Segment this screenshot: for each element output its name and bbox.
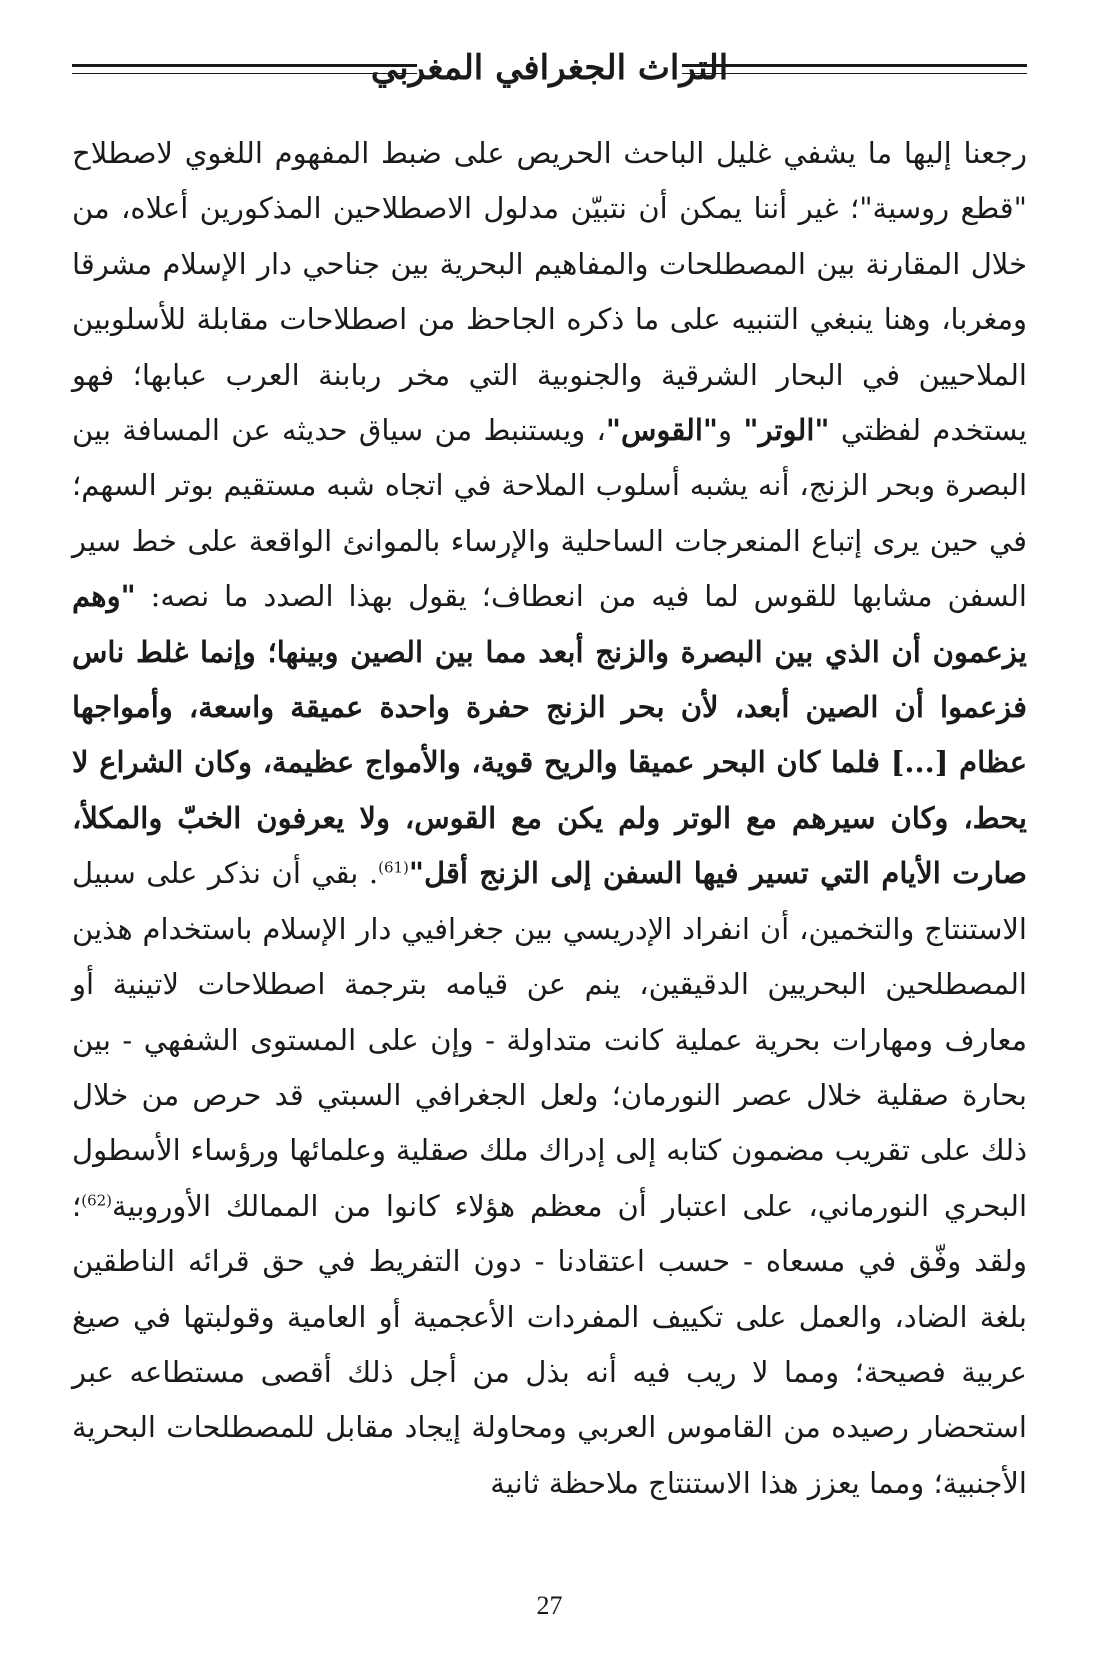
text-segment: ؛ ولقد وفّق في مسعاه - حسب اعتقادنا - دون التفريط في حق قرائه الناطقين بلغة الضاد، والعمل على تكييف المفردات الأعجمية أو العامية وقولبتها في صيغ عربية فصيحة؛ ومما لا ريب فيه أنه بذل من أجل ذلك أقصى مستطاعه عبر استحضار رصيده من القاموس العربي ومحاولة إيجاد مقابل للمصطلحات البحرية الأجنبية؛ ومما يعزز هذا الاستنتاج ملاحظة ثانية — [72, 1188, 1027, 1500]
footnote-ref-61[interactable]: (61) — [378, 858, 409, 877]
text-segment: رجعنا إليها ما يشفي غليل الباحث الحريص على ضبط المفهوم اللغوي لاصطلاح "قطع روسية"؛ غير أننا يمكن أن نتبيّن مدلول الاصطلاحين المذكورين أعلاه، من خلال المقارنة بين المصطلحات والمفاهيم البحرية بين جناحي دار الإسلام مشرقا ومغربا، وهنا ينبغي التنبيه على ما ذكره الجاحظ من اصطلاحات مقابلة للأسلوبين الملاحيين في البحار الشرقية والجنوبية التي مخر ربابنة العرب عبابها؛ فهو يستخدم لفظتي — [72, 136, 1027, 448]
term-watar: "الوتر" — [743, 413, 830, 448]
text-segment: و — [718, 413, 744, 448]
header-rule-right — [682, 64, 1027, 74]
body-paragraph — [72, 126, 1027, 1511]
running-header — [72, 38, 1027, 98]
text-segment: ، ويستنبط من سياق حديثه عن المسافة بين البصرة وبحر الزنج، أنه يشبه أسلوب الملاحة في اتجاه شبه مستقيم بوتر السهم؛ في حين يرى إتباع المنعرجات الساحلية والإرساء بالموانئ الواقعة على خط سير السفن مشابها للقوس لما فيه من انعطاف؛ يقول بهذا الصدد ما نصه: — [72, 413, 1027, 614]
header-title: التراث الجغرافي المغربي — [370, 48, 729, 88]
footnote-ref-62[interactable]: (62) — [81, 1191, 113, 1210]
text-segment: . بقي أن نذكر على سبيل الاستنتاج والتخمين، أن انفراد الإدريسي بين جغرافيي دار الإسلام باستخدام هذين المصطلحين البحريين الدقيقين، ينم عن قيامه بترجمة اصطلاحات لاتينية أو معارف ومهارات بحرية عملية كانت متداولة - وإن على المستوى الشفهي - بين بحارة صقلية خلال عصر النورمان؛ ولعل الجغرافي السبتي قد حرص من خلال ذلك على تقريب مضمون كتابه إلى إدراك ملك صقلية وعلمائها ورؤساء الأسطول البحري النورماني، على اعتبار أن معظم هؤلاء كانوا من الممالك الأوروبية — [72, 856, 1027, 1223]
page-number: 27 — [536, 1591, 563, 1620]
block-quotation: "وهم يزعمون أن الذي بين البصرة والزنج أبعد مما بين الصين وبينها؛ وإنما غلط ناس فزعموا أن الصين أبعد، لأن بحر الزنج حفرة واحدة عميقة واسعة، وأمواجها عظام [...] فلما كان البحر عميقا والريح قوية، والأمواج عظيمة، وكان الشراع لا يحط، وكان سيرهم مع الوتر ولم يكن مع القوس، ولا يعرفون الخبّ والمكلأ، صارت الأيام التي تسير فيها السفن إلى الزنج أقل" — [72, 579, 1027, 891]
term-qaws: "القوس" — [605, 413, 719, 448]
